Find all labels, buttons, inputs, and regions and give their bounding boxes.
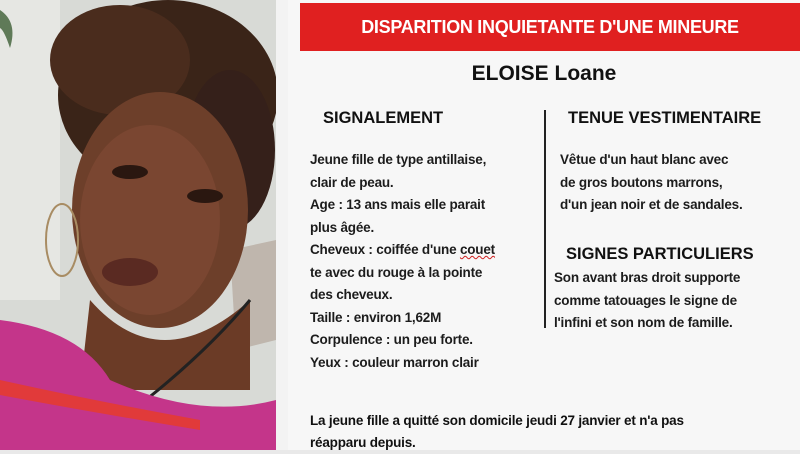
banner-title: DISPARITION INQUIETANTE D'UNE MINEURE — [361, 16, 739, 37]
signalement-text — [310, 149, 548, 374]
signalement-line: plus âgée. — [310, 219, 375, 235]
signes-text — [554, 267, 800, 335]
signalement-line: clair de peau. — [310, 174, 394, 190]
signalement-heading: SIGNALEMENT — [323, 109, 444, 127]
signes-line: comme tatouages le signe de — [554, 292, 737, 308]
signalement-line: te avec du rouge à la pointe — [310, 264, 483, 280]
alert-banner — [300, 3, 800, 51]
person-name: ELOISE Loane — [471, 62, 617, 85]
missing-person-photo — [0, 0, 276, 450]
signalement-line — [310, 239, 548, 262]
tenue-line: Vêtue d'un haut blanc avec — [560, 152, 729, 167]
signes-line: Son avant bras droit supporte — [554, 270, 741, 285]
signalement-line-text: Cheveux : coiffée d'une — [310, 242, 460, 257]
missing-poster — [288, 0, 800, 450]
disappearance-note — [310, 410, 800, 454]
spellcheck-word: couet — [459, 242, 495, 257]
footer-line: réapparu depuis. — [310, 435, 416, 450]
tenue-text — [556, 149, 800, 217]
tenue-line: d'un jean noir et de sandales. — [560, 197, 743, 212]
signalement-line: des cheveux. — [310, 287, 393, 302]
signalement-line: Yeux : couleur marron clair — [310, 354, 479, 370]
photo-divider — [276, 0, 288, 450]
signalement-line: Corpulence : un peu forte. — [310, 332, 473, 347]
signalement-line: Age : 13 ans mais elle parait — [310, 197, 486, 212]
footer-line: La jeune fille a quitté son domicile jeudi 27 janvier et n'a pas — [310, 413, 684, 428]
tenue-heading: TENUE VESTIMENTAIRE — [568, 109, 762, 127]
signalement-line: Taille : environ 1,62M — [310, 309, 442, 325]
signes-line: l'infini et son nom de famille. — [554, 315, 733, 330]
tenue-line: de gros boutons marrons, — [560, 174, 723, 190]
signes-heading: SIGNES PARTICULIERS — [566, 245, 754, 263]
signalement-line: Jeune fille de type antillaise, — [310, 152, 487, 167]
